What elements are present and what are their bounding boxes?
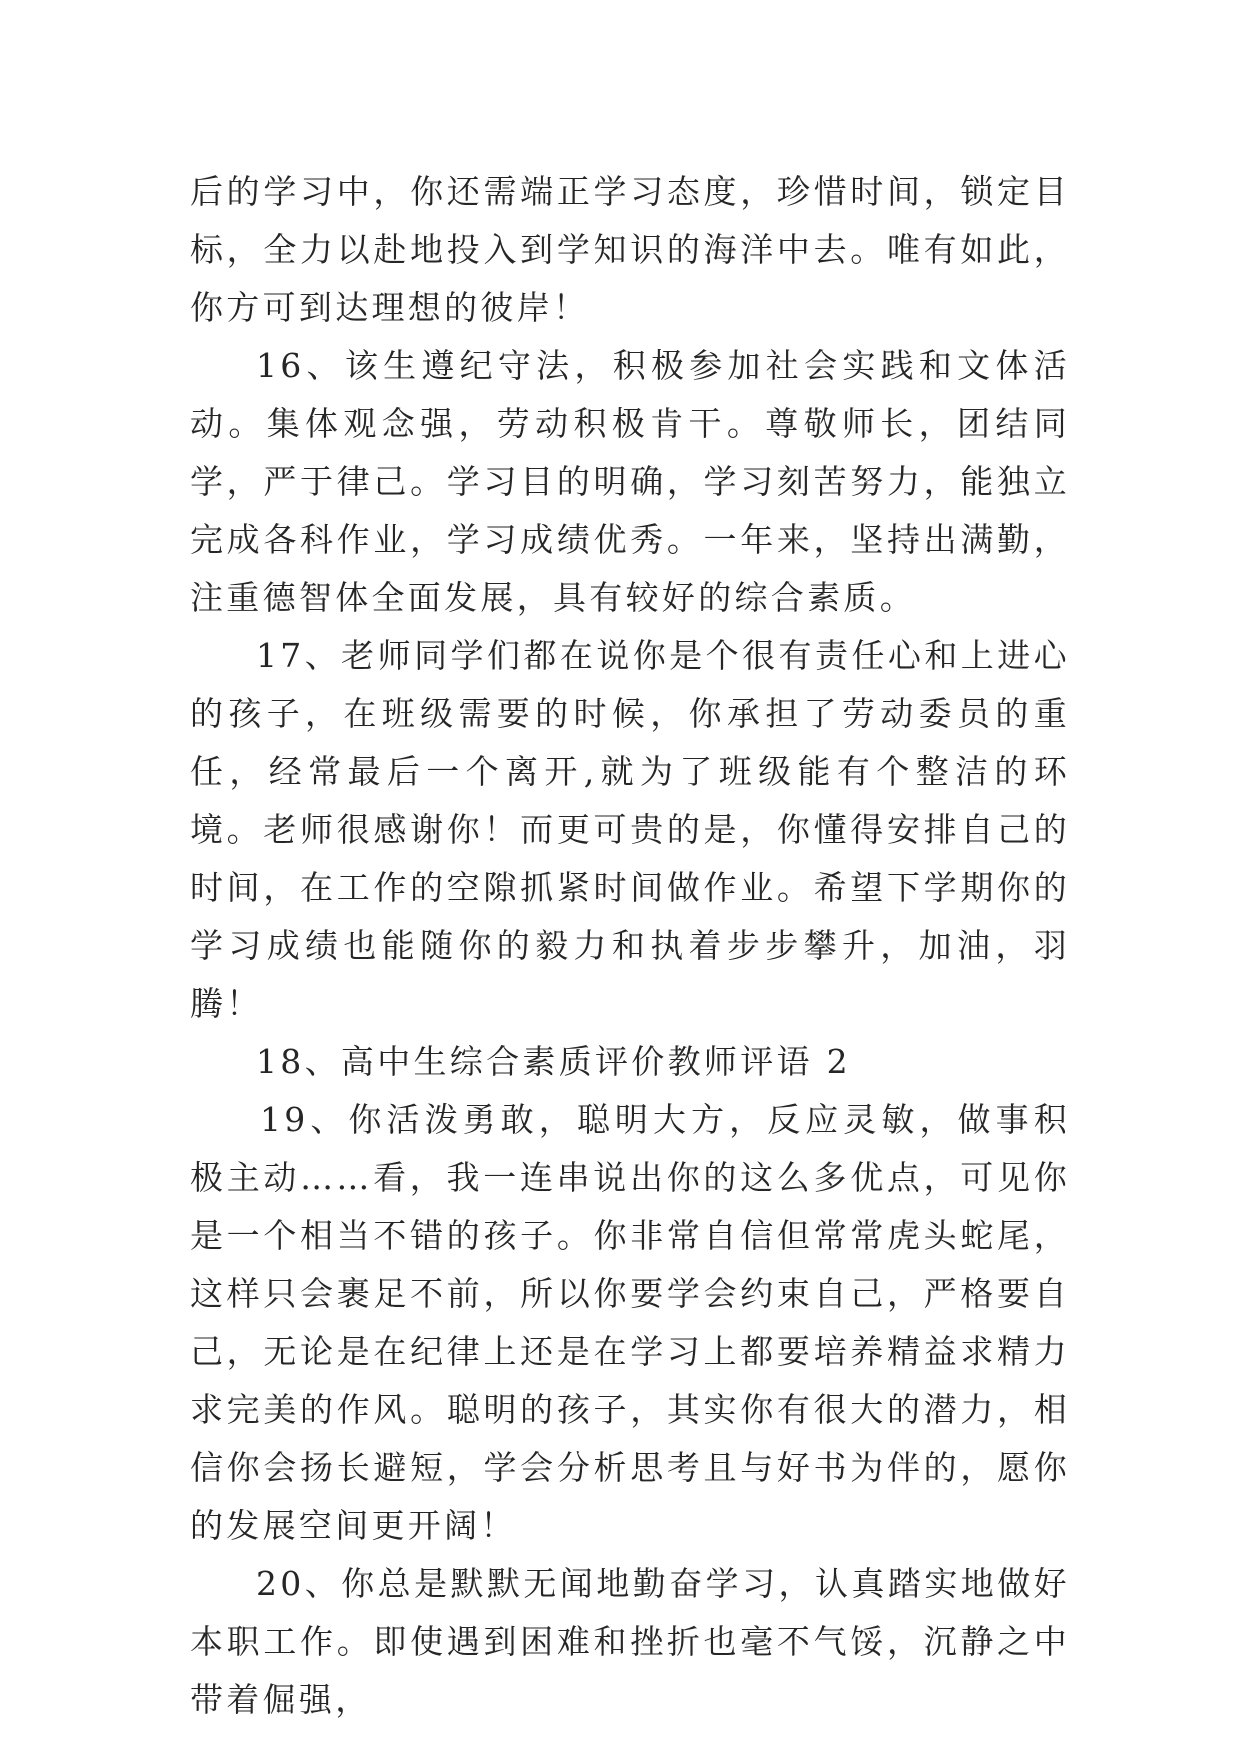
paragraph-20: 20、你总是默默无闻地勤奋学习，认真踏实地做好本职工作。即使遇到困难和挫折也毫不气馁，沉静之中带着倔强， [190,1564,1070,1719]
paragraph-19: 19、你活泼勇敢，聪明大方，反应灵敏，做事积极主动……看，我一连串说出你的这么多优点，可见你是一个相当不错的孩子。你非常自信但常常虎头蛇尾，这样只会裹足不前，所以你要学会约束自己，严格要自己，无论是在纪律上还是在学习上都要培养精益求精力求完美的作风。聪明的孩子，其实你有很大的潜力，相信你会扬长避短，学会分析思考且与好书为伴的，愿你的发展空间更开阔！ [190,1100,1070,1545]
paragraph-17: 17、老师同学们都在说你是个很有责任心和上进心的孩子，在班级需要的时候，你承担了劳动委员的重任，经常最后一个离开,就为了班级能有个整洁的环境。老师很感谢你！而更可贵的是，你懂得安排自己的时间，在工作的空隙抓紧时间做作业。希望下学期你的学习成绩也能随你的毅力和执着步步攀升，加油，羽腾！ [190,636,1070,1023]
paragraph-continued: 后的学习中，你还需端正学习态度，珍惜时间，锁定目标，全力以赴地投入到学知识的海洋中去。唯有如此，你方可到达理想的彼岸！ [190,172,1070,327]
paragraph-18-heading: 18、高中生综合素质评价教师评语 2 [256,1042,851,1081]
document-body [190,163,1070,1729]
paragraph-16: 16、该生遵纪守法，积极参加社会实践和文体活动。集体观念强，劳动积极肯干。尊敬师长，团结同学，严于律己。学习目的明确，学习刻苦努力，能独立完成各科作业，学习成绩优秀。一年来，坚持出满勤，注重德智体全面发展，具有较好的综合素质。 [190,346,1070,617]
